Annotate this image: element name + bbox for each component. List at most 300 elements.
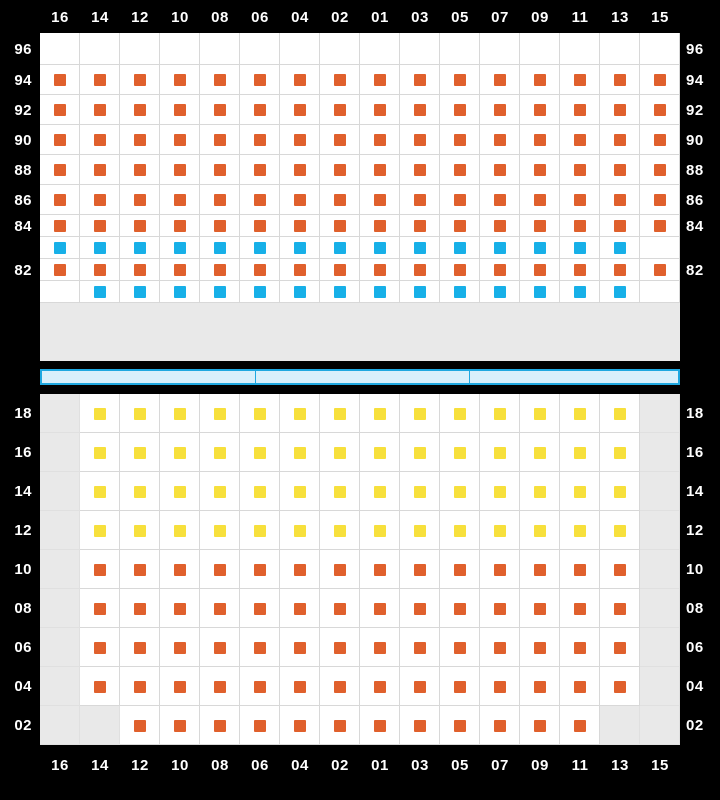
seat-selected[interactable] [94, 286, 106, 298]
seat-premium[interactable] [574, 447, 586, 459]
seat-cell[interactable] [400, 33, 440, 65]
seat-available[interactable] [254, 603, 266, 615]
seat-available[interactable] [574, 104, 586, 116]
seat-available[interactable] [614, 164, 626, 176]
seat-premium[interactable] [94, 408, 106, 420]
seat-premium[interactable] [454, 525, 466, 537]
seat-selected[interactable] [494, 286, 506, 298]
seat-available[interactable] [334, 642, 346, 654]
seat-available[interactable] [414, 74, 426, 86]
seat-available[interactable] [534, 642, 546, 654]
seat-premium[interactable] [534, 447, 546, 459]
seat-premium[interactable] [294, 408, 306, 420]
seat-selected[interactable] [614, 286, 626, 298]
seat-available[interactable] [214, 720, 226, 732]
seat-available[interactable] [494, 681, 506, 693]
seat-premium[interactable] [94, 447, 106, 459]
seat-available[interactable] [574, 74, 586, 86]
seat-available[interactable] [94, 134, 106, 146]
seat-premium[interactable] [574, 408, 586, 420]
seat-cell[interactable] [240, 33, 280, 65]
upper-row-label-94-left: 94 [14, 71, 32, 89]
seat-available[interactable] [494, 720, 506, 732]
seat-selected[interactable] [334, 242, 346, 254]
seat-available[interactable] [494, 603, 506, 615]
seat-selected[interactable] [254, 286, 266, 298]
seat-premium[interactable] [494, 525, 506, 537]
lower-row-label-14-left: 14 [14, 483, 32, 500]
seat-available[interactable] [534, 681, 546, 693]
seat-available[interactable] [94, 164, 106, 176]
seat-premium[interactable] [334, 486, 346, 498]
seat-premium[interactable] [534, 486, 546, 498]
seat-premium[interactable] [454, 447, 466, 459]
seat-available[interactable] [334, 720, 346, 732]
seat-cell[interactable] [320, 33, 360, 65]
seat-premium[interactable] [174, 447, 186, 459]
seat-available[interactable] [574, 134, 586, 146]
seat-available[interactable] [494, 642, 506, 654]
seat-premium[interactable] [374, 447, 386, 459]
seat-premium[interactable] [454, 408, 466, 420]
seat-available[interactable] [574, 720, 586, 732]
seat-available[interactable] [294, 220, 306, 232]
seat-available[interactable] [134, 564, 146, 576]
seat-available[interactable] [574, 564, 586, 576]
seat-selected[interactable] [94, 242, 106, 254]
seat-premium[interactable] [414, 408, 426, 420]
seat-premium[interactable] [334, 447, 346, 459]
seat-available[interactable] [94, 642, 106, 654]
seat-available[interactable] [134, 194, 146, 206]
seat-premium[interactable] [334, 408, 346, 420]
seat-available[interactable] [294, 264, 306, 276]
seat-available[interactable] [414, 564, 426, 576]
seat-premium[interactable] [494, 408, 506, 420]
seat-available[interactable] [214, 264, 226, 276]
seat-available[interactable] [374, 74, 386, 86]
seat-premium[interactable] [214, 486, 226, 498]
seat-available[interactable] [654, 74, 666, 86]
upper-col-label-12: 12 [131, 9, 149, 26]
seat-selected[interactable] [454, 286, 466, 298]
seat-available[interactable] [214, 74, 226, 86]
seat-available[interactable] [214, 603, 226, 615]
seat-available[interactable] [654, 104, 666, 116]
seat-selected[interactable] [214, 286, 226, 298]
seat-available[interactable] [174, 164, 186, 176]
seat-cell[interactable] [160, 33, 200, 65]
seat-selected[interactable] [334, 286, 346, 298]
seat-available[interactable] [454, 720, 466, 732]
seat-premium[interactable] [374, 408, 386, 420]
lower-col-label-09: 09 [531, 757, 549, 774]
upper-col-label-11: 11 [571, 9, 589, 26]
seat-available[interactable] [414, 164, 426, 176]
seat-available[interactable] [534, 74, 546, 86]
seat-available[interactable] [334, 564, 346, 576]
seat-available[interactable] [494, 134, 506, 146]
seat-cell[interactable] [80, 33, 120, 65]
seat-premium[interactable] [134, 447, 146, 459]
seat-available[interactable] [574, 194, 586, 206]
seat-available[interactable] [494, 264, 506, 276]
seat-selected[interactable] [414, 242, 426, 254]
seat-available[interactable] [414, 134, 426, 146]
seat-available[interactable] [494, 564, 506, 576]
upper-row-label-84-right: 84 [686, 217, 704, 235]
seat-available[interactable] [254, 720, 266, 732]
seat-available[interactable] [294, 720, 306, 732]
seat-premium[interactable] [254, 447, 266, 459]
seat-selected[interactable] [134, 242, 146, 254]
seat-available[interactable] [494, 104, 506, 116]
seat-available[interactable] [454, 220, 466, 232]
seat-premium[interactable] [454, 486, 466, 498]
seat-available[interactable] [94, 74, 106, 86]
seat-available[interactable] [54, 264, 66, 276]
upper-col-label-06: 06 [251, 9, 269, 26]
seat-available[interactable] [414, 220, 426, 232]
seat-available[interactable] [214, 104, 226, 116]
seat-available[interactable] [254, 134, 266, 146]
seat-available[interactable] [534, 104, 546, 116]
seat-available[interactable] [374, 220, 386, 232]
seat-premium[interactable] [414, 447, 426, 459]
seat-available[interactable] [534, 603, 546, 615]
seat-available[interactable] [574, 603, 586, 615]
seat-available[interactable] [534, 220, 546, 232]
seat-available[interactable] [174, 264, 186, 276]
seat-available[interactable] [174, 564, 186, 576]
seat-premium[interactable] [294, 525, 306, 537]
seat-available[interactable] [654, 164, 666, 176]
seat-premium[interactable] [334, 525, 346, 537]
seat-available[interactable] [614, 104, 626, 116]
seat-selected[interactable] [254, 242, 266, 254]
seat-premium[interactable] [134, 408, 146, 420]
seat-cell[interactable] [120, 33, 160, 65]
seat-cell[interactable] [280, 33, 320, 65]
seat-premium[interactable] [174, 525, 186, 537]
seat-available[interactable] [374, 642, 386, 654]
seat-premium[interactable] [374, 486, 386, 498]
seat-available[interactable] [254, 194, 266, 206]
seat-available[interactable] [254, 564, 266, 576]
seat-available[interactable] [574, 220, 586, 232]
seat-available[interactable] [454, 104, 466, 116]
seat-available[interactable] [294, 164, 306, 176]
seat-available[interactable] [534, 720, 546, 732]
seat-available[interactable] [614, 74, 626, 86]
seat-premium[interactable] [574, 486, 586, 498]
seat-available[interactable] [54, 220, 66, 232]
seat-selected[interactable] [614, 242, 626, 254]
seat-available[interactable] [54, 194, 66, 206]
seat-available[interactable] [334, 104, 346, 116]
seat-available[interactable] [94, 264, 106, 276]
seat-available[interactable] [174, 720, 186, 732]
seat-cell[interactable] [640, 281, 680, 303]
seat-premium[interactable] [254, 408, 266, 420]
seat-available[interactable] [414, 603, 426, 615]
seat-available[interactable] [574, 642, 586, 654]
seat-available[interactable] [134, 642, 146, 654]
seat-available[interactable] [294, 642, 306, 654]
seat-selected[interactable] [374, 242, 386, 254]
seat-available[interactable] [94, 104, 106, 116]
seat-available[interactable] [374, 681, 386, 693]
seat-available[interactable] [574, 164, 586, 176]
seat-available[interactable] [534, 264, 546, 276]
seat-cell[interactable] [640, 33, 680, 65]
seat-available[interactable] [94, 220, 106, 232]
seat-premium[interactable] [414, 486, 426, 498]
seat-available[interactable] [94, 603, 106, 615]
seat-available[interactable] [334, 264, 346, 276]
blocked-cell [40, 706, 80, 745]
seat-selected[interactable] [174, 286, 186, 298]
seat-cell[interactable] [40, 33, 80, 65]
seat-available[interactable] [454, 564, 466, 576]
seat-available[interactable] [294, 564, 306, 576]
seat-available[interactable] [374, 104, 386, 116]
blocked-cell [40, 550, 80, 589]
seat-available[interactable] [254, 264, 266, 276]
blocked-cell [40, 667, 80, 706]
seat-available[interactable] [614, 603, 626, 615]
seat-available[interactable] [534, 194, 546, 206]
seat-premium[interactable] [494, 447, 506, 459]
seat-available[interactable] [494, 164, 506, 176]
seat-selected[interactable] [54, 242, 66, 254]
seat-selected[interactable] [534, 242, 546, 254]
seat-available[interactable] [214, 564, 226, 576]
seat-available[interactable] [134, 134, 146, 146]
seat-available[interactable] [334, 194, 346, 206]
seat-available[interactable] [134, 720, 146, 732]
seat-available[interactable] [134, 74, 146, 86]
seat-cell[interactable] [560, 33, 600, 65]
seat-cell[interactable] [200, 33, 240, 65]
seat-selected[interactable] [574, 242, 586, 254]
seat-available[interactable] [574, 264, 586, 276]
seat-premium[interactable] [254, 486, 266, 498]
seat-available[interactable] [254, 220, 266, 232]
seat-available[interactable] [414, 642, 426, 654]
seat-available[interactable] [454, 194, 466, 206]
seat-available[interactable] [94, 564, 106, 576]
seat-available[interactable] [614, 681, 626, 693]
seat-available[interactable] [534, 564, 546, 576]
seat-premium[interactable] [614, 408, 626, 420]
seat-available[interactable] [654, 220, 666, 232]
seat-available[interactable] [174, 220, 186, 232]
seat-available[interactable] [414, 720, 426, 732]
seat-premium[interactable] [534, 408, 546, 420]
seat-available[interactable] [94, 194, 106, 206]
seat-selected[interactable] [134, 286, 146, 298]
seat-available[interactable] [94, 681, 106, 693]
seat-available[interactable] [534, 164, 546, 176]
seat-premium[interactable] [494, 486, 506, 498]
seat-premium[interactable] [294, 486, 306, 498]
seat-cell[interactable] [360, 33, 400, 65]
seat-selected[interactable] [574, 286, 586, 298]
seat-selected[interactable] [494, 242, 506, 254]
seat-available[interactable] [294, 194, 306, 206]
seat-selected[interactable] [294, 242, 306, 254]
seat-premium[interactable] [614, 525, 626, 537]
seat-cell[interactable] [600, 33, 640, 65]
seat-premium[interactable] [174, 408, 186, 420]
seat-selected[interactable] [414, 286, 426, 298]
seat-premium[interactable] [414, 525, 426, 537]
seat-premium[interactable] [214, 525, 226, 537]
seat-available[interactable] [134, 264, 146, 276]
upper-col-label-01: 01 [371, 9, 389, 26]
lower-row-label-06-left: 06 [14, 639, 32, 656]
seat-available[interactable] [454, 264, 466, 276]
seat-premium[interactable] [134, 486, 146, 498]
seat-selected[interactable] [534, 286, 546, 298]
lower-col-label-13: 13 [611, 757, 629, 774]
seat-available[interactable] [454, 134, 466, 146]
seat-available[interactable] [214, 164, 226, 176]
seat-available[interactable] [214, 134, 226, 146]
seat-premium[interactable] [614, 447, 626, 459]
seat-available[interactable] [454, 164, 466, 176]
seat-available[interactable] [374, 134, 386, 146]
seat-available[interactable] [454, 74, 466, 86]
seat-selected[interactable] [174, 242, 186, 254]
seat-available[interactable] [214, 642, 226, 654]
seat-selected[interactable] [454, 242, 466, 254]
seat-available[interactable] [294, 74, 306, 86]
seat-available[interactable] [214, 681, 226, 693]
seat-selected[interactable] [374, 286, 386, 298]
seat-available[interactable] [54, 164, 66, 176]
seat-available[interactable] [134, 603, 146, 615]
seat-available[interactable] [374, 564, 386, 576]
upper-col-label-08: 08 [211, 9, 229, 26]
seat-available[interactable] [454, 642, 466, 654]
seat-available[interactable] [174, 642, 186, 654]
seat-available[interactable] [54, 74, 66, 86]
seat-available[interactable] [294, 134, 306, 146]
seat-available[interactable] [174, 74, 186, 86]
seat-available[interactable] [254, 681, 266, 693]
seat-available[interactable] [334, 681, 346, 693]
seat-available[interactable] [294, 603, 306, 615]
seat-available[interactable] [614, 134, 626, 146]
seat-available[interactable] [54, 134, 66, 146]
seat-available[interactable] [254, 74, 266, 86]
seat-premium[interactable] [214, 408, 226, 420]
seat-available[interactable] [374, 164, 386, 176]
seat-cell[interactable] [640, 237, 680, 259]
seat-available[interactable] [174, 194, 186, 206]
seat-premium[interactable] [134, 525, 146, 537]
seat-available[interactable] [654, 194, 666, 206]
seat-available[interactable] [374, 194, 386, 206]
seat-available[interactable] [614, 564, 626, 576]
seat-available[interactable] [334, 603, 346, 615]
seat-available[interactable] [494, 194, 506, 206]
seat-available[interactable] [334, 220, 346, 232]
seat-available[interactable] [614, 194, 626, 206]
seat-available[interactable] [54, 104, 66, 116]
seat-available[interactable] [614, 220, 626, 232]
seat-available[interactable] [214, 220, 226, 232]
seat-available[interactable] [374, 720, 386, 732]
seat-available[interactable] [174, 603, 186, 615]
seat-selected[interactable] [294, 286, 306, 298]
seat-available[interactable] [494, 74, 506, 86]
seat-available[interactable] [174, 104, 186, 116]
seat-premium[interactable] [374, 525, 386, 537]
seat-cell[interactable] [520, 33, 560, 65]
seat-available[interactable] [174, 681, 186, 693]
seat-premium[interactable] [94, 486, 106, 498]
seat-cell[interactable] [40, 281, 80, 303]
seat-premium[interactable] [94, 525, 106, 537]
seat-available[interactable] [134, 681, 146, 693]
seat-available[interactable] [134, 164, 146, 176]
seat-available[interactable] [534, 134, 546, 146]
seat-premium[interactable] [614, 486, 626, 498]
seat-available[interactable] [374, 603, 386, 615]
seat-available[interactable] [454, 681, 466, 693]
seat-available[interactable] [174, 134, 186, 146]
seat-available[interactable] [414, 104, 426, 116]
seat-available[interactable] [254, 164, 266, 176]
seat-premium[interactable] [534, 525, 546, 537]
seat-premium[interactable] [214, 447, 226, 459]
seat-premium[interactable] [254, 525, 266, 537]
seat-available[interactable] [414, 681, 426, 693]
seat-available[interactable] [134, 104, 146, 116]
seat-available[interactable] [334, 164, 346, 176]
seat-available[interactable] [494, 220, 506, 232]
seat-available[interactable] [134, 220, 146, 232]
seat-available[interactable] [414, 194, 426, 206]
seat-available[interactable] [254, 642, 266, 654]
seat-available[interactable] [454, 603, 466, 615]
seat-selected[interactable] [214, 242, 226, 254]
seat-available[interactable] [294, 104, 306, 116]
seat-available[interactable] [374, 264, 386, 276]
seat-premium[interactable] [574, 525, 586, 537]
seat-available[interactable] [614, 642, 626, 654]
seat-available[interactable] [294, 681, 306, 693]
seat-available[interactable] [654, 134, 666, 146]
lower-col-label-14: 14 [91, 757, 109, 774]
seat-available[interactable] [334, 134, 346, 146]
seat-cell[interactable] [480, 33, 520, 65]
seat-premium[interactable] [294, 447, 306, 459]
seat-premium[interactable] [174, 486, 186, 498]
seat-available[interactable] [254, 104, 266, 116]
seat-available[interactable] [334, 74, 346, 86]
seat-available[interactable] [414, 264, 426, 276]
seat-cell[interactable] [440, 33, 480, 65]
upper-row-label-82-right: 82 [686, 261, 704, 279]
seat-available[interactable] [214, 194, 226, 206]
seat-available[interactable] [574, 681, 586, 693]
seat-available[interactable] [654, 264, 666, 276]
seat-available[interactable] [614, 264, 626, 276]
